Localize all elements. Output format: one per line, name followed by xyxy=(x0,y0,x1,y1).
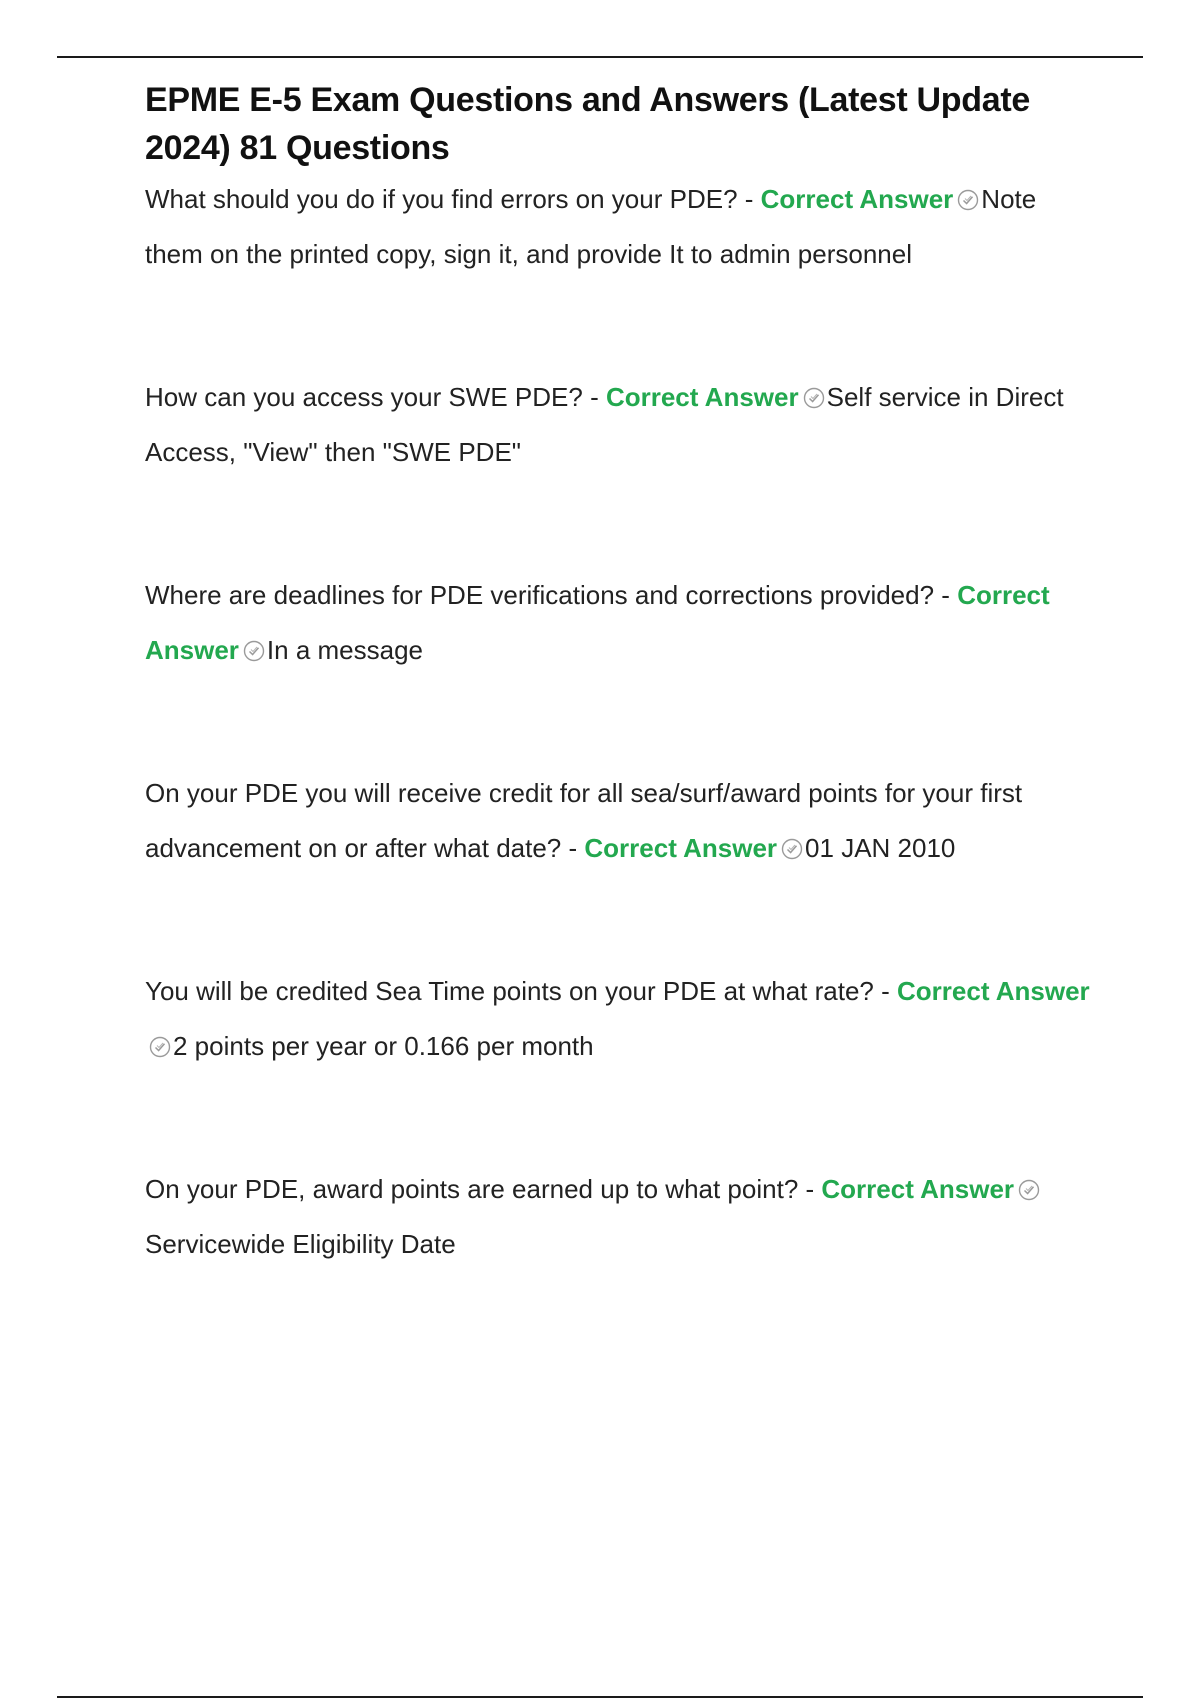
qa-item xyxy=(145,766,1095,876)
correct-answer-label: Correct Answer xyxy=(821,1174,1015,1204)
qa-item xyxy=(145,964,1095,1074)
separator: - xyxy=(934,580,958,610)
separator: - xyxy=(798,1174,822,1204)
question-text: What should you do if you find errors on your PDE? xyxy=(145,184,738,214)
correct-answer-label: Correct Answer xyxy=(605,382,799,412)
qa-item xyxy=(145,568,1095,678)
correct-answer-label: Correct Answer xyxy=(897,976,1090,1006)
check-circle-icon xyxy=(957,189,979,211)
question-text: Where are deadlines for PDE verifications and corrections provided? xyxy=(145,580,935,610)
correct-answer-label: Correct Answer xyxy=(760,184,954,214)
answer-text: Note them on the printed copy, sign it, and provide It to admin personnel xyxy=(145,184,1037,269)
question-text: You will be credited Sea Time points on your PDE at what rate? xyxy=(145,976,874,1006)
question-text: On your PDE, award points are earned up to what point? xyxy=(145,1174,799,1204)
check-circle-icon xyxy=(803,387,825,409)
separator: - xyxy=(582,382,606,412)
top-rule xyxy=(57,56,1143,58)
separator: - xyxy=(737,184,761,214)
answer-text: 2 points per year or 0.166 per month xyxy=(173,1031,594,1061)
check-circle-icon xyxy=(243,640,265,662)
check-circle-icon xyxy=(781,838,803,860)
answer-text: In a message xyxy=(266,635,424,665)
check-circle-icon xyxy=(1018,1179,1040,1201)
document-title: EPME E-5 Exam Questions and Answers (Latest Update 2024) 81 Questions xyxy=(145,81,1030,167)
qa-item xyxy=(145,1162,1095,1272)
separator: - xyxy=(873,976,897,1006)
answer-text: Self service in Direct Access, "View" then "SWE PDE" xyxy=(145,382,1064,467)
separator: - xyxy=(561,833,585,863)
bottom-rule xyxy=(57,1696,1143,1698)
correct-answer-label: Correct Answer xyxy=(145,580,1050,665)
qa-item xyxy=(145,370,1095,480)
qa-item xyxy=(145,172,1095,282)
answer-text: 01 JAN 2010 xyxy=(805,833,956,863)
document-body xyxy=(145,76,1095,1272)
question-text: How can you access your SWE PDE? xyxy=(145,382,583,412)
correct-answer-label: Correct Answer xyxy=(584,833,778,863)
answer-text: Servicewide Eligibility Date xyxy=(145,1229,456,1259)
check-circle-icon xyxy=(149,1036,171,1058)
question-text: On your PDE you will receive credit for all sea/surf/award points for your first advancement on or after what date? xyxy=(145,778,1023,863)
